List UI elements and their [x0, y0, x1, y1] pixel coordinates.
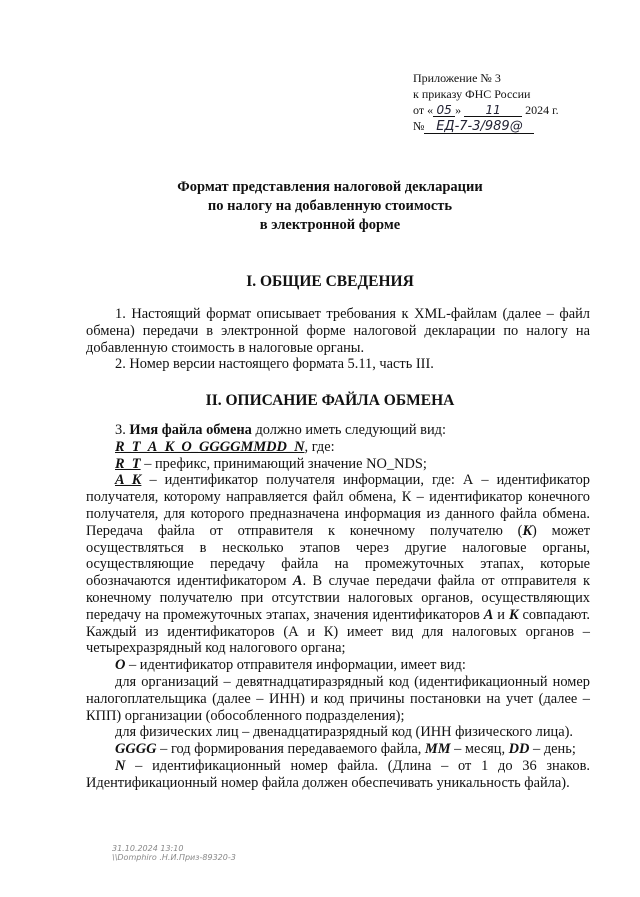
paragraph-1: 1. Настоящий формат описывает требования к XML-файлам (далее – файл обмена) передачи в электронной форме налоговой декларации по налогу на добавленную стоимость в налоговые органы. — [86, 306, 590, 356]
year-text: – год формирования передаваемого файла, — [156, 741, 425, 758]
paragraph-file-number — [86, 758, 590, 792]
p3-text: должно иметь следующий вид: — [251, 422, 446, 438]
month-text: – месяц, — [450, 741, 509, 758]
recipient-k-1: K — [522, 522, 533, 539]
prefix-code: R_T — [115, 455, 141, 472]
recipient-text-5: совпадают. Каждый из идентификаторов (А и К) имеет вид для налоговых органов – четырехразрядный код налогового органа; — [86, 606, 591, 657]
section-1-heading: I. ОБЩИЕ СВЕДЕНИЯ — [246, 273, 414, 290]
paragraph-individuals: для физических лиц – двенадцатиразрядный код (ИНН физического лица). — [115, 724, 574, 741]
year-code: GGGG — [115, 741, 157, 758]
recipient-a-2: A — [483, 606, 494, 623]
number-prefix: № — [413, 119, 425, 133]
footer-path: \\Domphiro .Н.И.Приз-89320-3 — [112, 853, 236, 862]
p3-term: Имя файла обмена — [129, 422, 252, 438]
recipient-text-2: ) может осуществляться в несколько этапов через другие налоговые органы, осуществляющие передачу файла на промежуточных этапах, которые обозначаются идентификатором — [86, 522, 591, 590]
section-1-body — [86, 306, 590, 373]
paragraph-file-pattern — [86, 439, 590, 456]
sender-text: – идентификатор отправителя информации, имеет вид: — [125, 657, 466, 674]
handwritten-day: 05 — [433, 104, 455, 117]
paragraph-2: 2. Номер версии настоящего формата 5.11, часть III. — [115, 356, 434, 373]
title-line-2: по налогу на добавленную стоимость — [207, 198, 453, 214]
number-text: – идентификационный номер файла. (Длина – от 1 до 36 знаков. Идентификационный номер файла должен обеспечивать уникальность файла). — [86, 757, 590, 791]
appendix-date-line — [413, 102, 559, 118]
footer-stamp — [112, 844, 236, 862]
document-title — [60, 178, 600, 235]
date-mid: » — [455, 103, 462, 117]
handwritten-order-number: ЕД-7-3/989@ — [424, 121, 534, 134]
number-code: N — [115, 757, 126, 774]
handwritten-month: 11 — [464, 104, 522, 117]
prefix-text: – префикс, принимающий значение NO_NDS; — [140, 455, 427, 472]
sender-code: O — [115, 657, 126, 674]
pattern-suffix: , где: — [304, 438, 335, 455]
day-text: – день; — [529, 741, 576, 758]
paragraph-date-codes — [86, 741, 590, 758]
appendix-header — [413, 70, 559, 134]
footer-timestamp: 31.10.2024 13:10 — [112, 844, 184, 853]
section-2-body — [86, 422, 590, 792]
paragraph-prefix — [86, 456, 590, 473]
recipient-text-1: – идентификатор получателя информации, где: А – идентификатор получателя, которому направляется файл обмена, К – идентификатор конечного получателя, для которого предназначена информация из данного файла обмена. Передача файла от отправителя к конечному получателю ( — [86, 472, 590, 539]
recipient-text-3: . В случае передачи файла от отправителя к конечному получателю при отсутствии налоговых органов, осуществляющих передачу на промежуточных этапах, значения идентификаторов — [86, 573, 590, 623]
title-line-1: Формат представления налоговой декларации — [177, 179, 483, 195]
paragraph-organizations: для организаций – девятнадцатиразрядный код (идентификационный номер налогоплательщика (далее – ИНН) и код причины постановки на учет (далее – КПП) организации (обособленного подразделения); — [86, 673, 590, 724]
title-line-3: в электронной форме — [259, 217, 401, 233]
paragraph-3 — [86, 422, 590, 439]
p3-number: 3. — [115, 422, 130, 438]
appendix-line-1: Приложение № 3 — [413, 71, 501, 85]
appendix-number-line — [413, 118, 559, 134]
paragraph-recipient — [86, 472, 590, 657]
recipient-k-2: K — [508, 606, 519, 623]
file-name-pattern: R_T_A_K_O_GGGGMMDD_N — [115, 438, 305, 455]
date-year: 2024 г. — [525, 103, 559, 117]
month-code: MM — [424, 741, 451, 758]
recipient-a-1: A — [292, 573, 303, 590]
paragraph-sender — [86, 657, 590, 674]
section-2-heading: II. ОПИСАНИЕ ФАЙЛА ОБМЕНА — [205, 392, 455, 409]
recipient-code: A_K — [115, 472, 142, 489]
date-prefix: от « — [413, 103, 434, 117]
day-code: DD — [508, 741, 530, 758]
appendix-line-2: к приказу ФНС России — [413, 87, 531, 101]
recipient-text-4: и — [493, 606, 509, 623]
